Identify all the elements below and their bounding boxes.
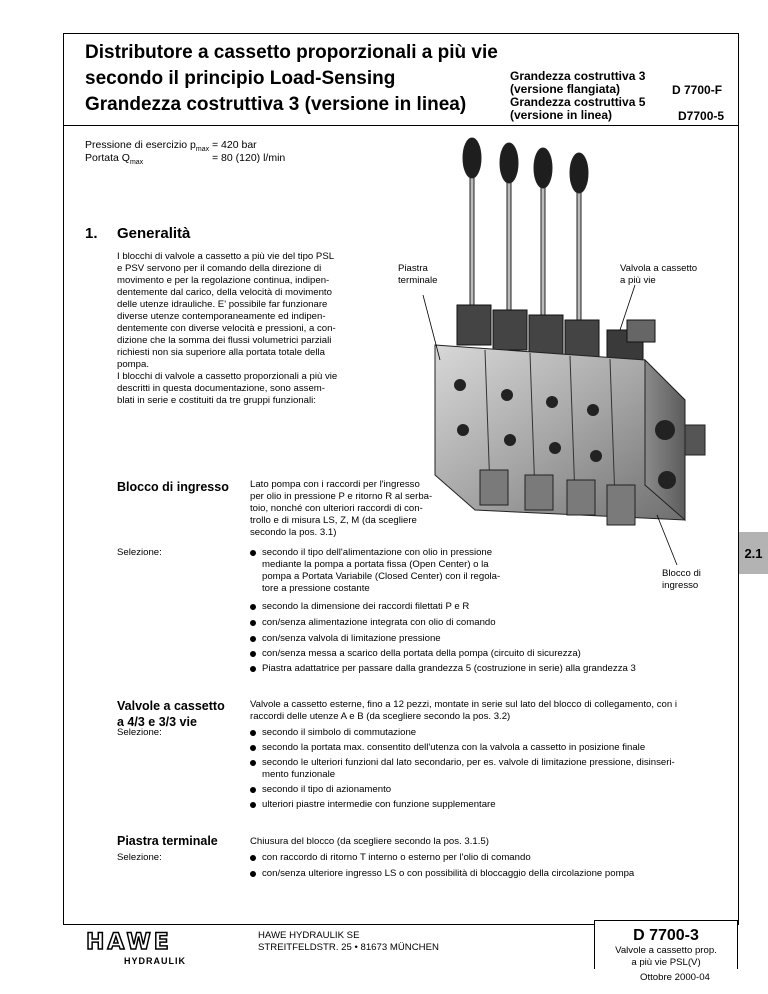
related-doc-2-sub: (versione in linea) [510, 108, 613, 122]
callout-end-plate: Piastra terminale [398, 263, 438, 286]
inlet-bullet-3: con/senza alimentazione integrata con olio di comando [250, 617, 496, 629]
frame-right-border [738, 33, 739, 925]
valves-selection-label: Selezione: [117, 727, 162, 738]
document-description-line-1: Valvole a cassetto prop. [615, 945, 717, 956]
related-doc-2-label: Grandezza costruttiva 5 [510, 95, 646, 109]
valves-description: Valvole a cassetto esterne, fino a 12 pezzi, montate in serie sul lato del blocco di collegamento, con i raccordi delle utenze A e B (da scegliere secondo la pos. 3.2) [250, 699, 677, 722]
valves-bullet-5: ulteriori piastre intermedie con funzione supplementare [250, 799, 496, 811]
document-description-line-2: a più vie PSL(V) [631, 957, 701, 968]
page-title-line-1: Distributore a cassetto proporzionali a più vie [85, 42, 498, 63]
document-code-box [594, 920, 738, 969]
valves-bullet-3: secondo le ulteriori funzioni dal lato secondario, per es. valvole di limitazione pressione, disinseri- mento funzionale [250, 757, 675, 781]
valves-bullet-4: secondo il tipo di azionamento [250, 784, 391, 796]
frame-top-border [63, 33, 739, 34]
page-title-line-2: secondo il principio Load-Sensing [85, 68, 396, 89]
section-number: 1. [85, 225, 98, 242]
inlet-bullet-2: secondo la dimensione dei raccordi filettati P e R [250, 601, 469, 613]
pressure-spec-label: Pressione di esercizio $p_{max}$ [85, 139, 210, 154]
end-plate-description: Chiusura del blocco (da scegliere secondo la pos. 3.1.5) [250, 836, 489, 847]
page-title-line-3: Grandezza costruttiva 3 (versione in linea) [85, 94, 467, 115]
valves-heading: Valvole a cassetto a 4/3 e 3/3 vie [117, 699, 225, 729]
callout-spool-valve: Valvola a cassetto a più vie [620, 263, 698, 286]
header-divider [63, 125, 739, 126]
document-code: D 7700-3 [633, 927, 699, 944]
flow-spec-label: Portata $Q_{max}$ [85, 152, 144, 167]
inlet-bullet-6: Piastra adattatrice per passare dalla grandezza 5 (costruzione in serie) alla grandezza 3 [250, 663, 636, 675]
chapter-tab: 2.1 [739, 532, 768, 574]
inlet-bullet-4: con/senza valvola di limitazione pressione [250, 633, 441, 645]
related-doc-2-code: D7700-5 [678, 109, 725, 123]
flow-spec-value: = 80 (120) l/min [212, 152, 286, 164]
related-doc-1-label: Grandezza costruttiva 3 [510, 69, 646, 83]
intro-paragraph: I blocchi di valvole a cassetto a più vie del tipo PSL e PSV servono per il comando della direzione di movimento e per la regolazione continua, indipen- dentemente dal carico, della velocità di movimento delle utenze idrauliche. E' possibile far funzionare diverse utenze contemporaneamente ed indipen- dentemente con diverse velocità e pressioni, a con- dizione che la somma dei flussi volumetrici parziali richiesti non sia superiore alla portata totale della pompa. I blocchi di valvole a cassetto proporzionali a più vie descritti in questa documentazione, sono assem- blati in serie e costituiti da tre gruppi funzionali: [117, 251, 338, 406]
callout-inlet-block: Blocco di ingresso [662, 568, 701, 591]
related-doc-1-code: D 7700-F [672, 83, 723, 97]
inlet-bullet-1: secondo il tipo dell'alimentazione con olio in pressione mediante la pompa a portata fissa (Open Center) o la pompa a Portata Variabile (Closed Center) con il regola- tore a pressione costante [250, 547, 500, 595]
inlet-block-heading: Blocco di ingresso [117, 480, 229, 494]
frame-left-border [63, 33, 64, 925]
pressure-spec-value: = 420 bar [212, 139, 257, 151]
hawe-logo: HAWE HYDRAULIK [86, 930, 186, 966]
end-plate-selection-label: Selezione: [117, 852, 162, 863]
document-date: Ottobre 2000-04 [640, 972, 710, 983]
end-plate-heading: Piastra terminale [117, 834, 218, 848]
company-address: HAWE HYDRAULIK SE STREITFELDSTR. 25 • 81673 MÜNCHEN [258, 930, 439, 953]
end-plate-bullet-1: con raccordo di ritorno T interno o esterno per l'olio di comando [250, 852, 531, 864]
section-title: Generalità [117, 225, 191, 242]
end-plate-bullet-2: con/senza ulteriore ingresso LS o con possibilità di bloccaggio della circolazione pompa [250, 868, 634, 880]
related-doc-1-sub: (versione flangiata) [510, 82, 621, 96]
inlet-bullet-5: con/senza messa a scarico della portata della pompa (circuito di sicurezza) [250, 648, 581, 660]
valves-bullet-1: secondo il simbolo di commutazione [250, 727, 416, 739]
inlet-selection-label: Selezione: [117, 547, 162, 558]
inlet-block-description: Lato pompa con i raccordi per l'ingresso per olio in pressione P e ritorno R al serba- toio, nonché con ulteriori raccordi di con- trollo e di misura LS, Z, M (da scegliere secondo la pos. 3.1) [250, 479, 433, 538]
valves-bullet-2: secondo la portata max. consentito dell'utenza con la valvola a cassetto in posizione finale [250, 742, 645, 754]
